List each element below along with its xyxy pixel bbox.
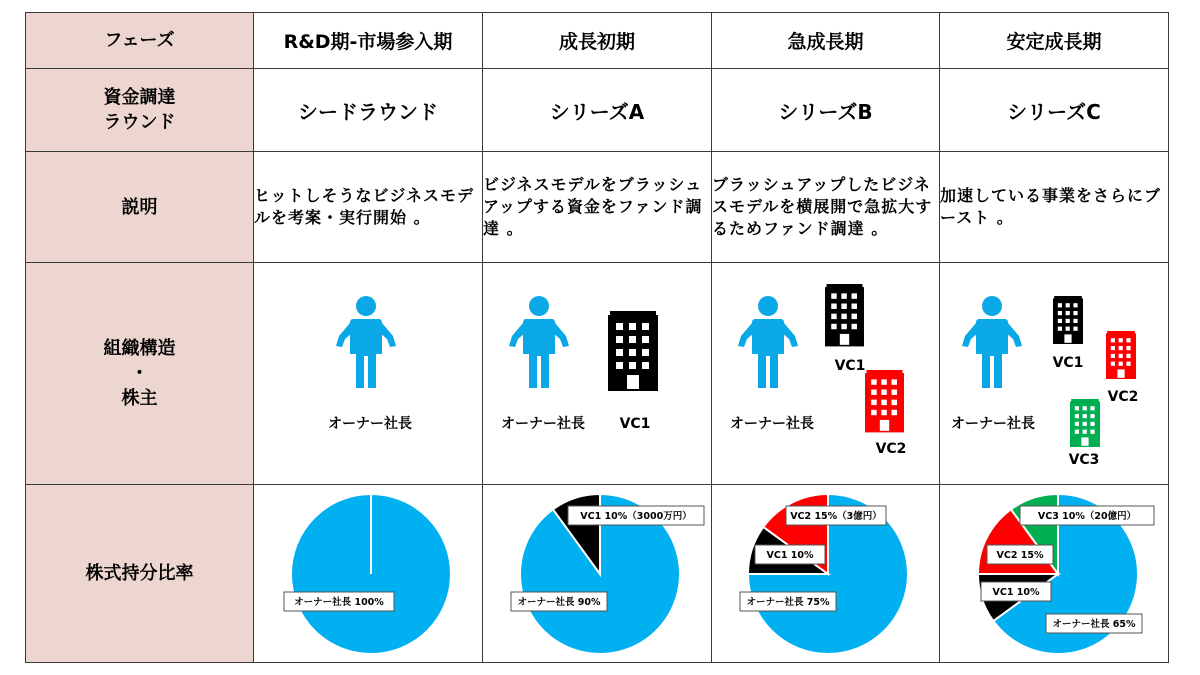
phase-row: [26, 13, 1169, 69]
pie-cell-3: [712, 485, 940, 663]
pie-label-owner: [284, 592, 394, 611]
org-row: [26, 263, 1169, 485]
round-row: [26, 69, 1169, 152]
description-row: [26, 152, 1169, 263]
org-diagram-1: [254, 264, 482, 484]
pie-label-owner: [1046, 614, 1142, 633]
round-1: シードラウンド: [254, 69, 483, 152]
row-header-org: 組織構造 ・ 株主: [26, 263, 254, 485]
svg-text:VC1 10%: VC1 10%: [766, 549, 814, 561]
pie-cell-1: [254, 485, 483, 663]
phase-3: 急成長期: [712, 13, 940, 69]
owner-label: オーナー社長: [328, 415, 412, 432]
svg-text:オーナー社長 75%: オーナー社長 75%: [746, 596, 830, 608]
funding-phase-table: [25, 12, 1169, 663]
pie-label-owner: [511, 592, 607, 611]
org-diagram-2: [483, 264, 712, 484]
pie-label-vc2: [786, 506, 886, 525]
org-cell-4: [940, 263, 1169, 485]
row-header-round: 資金調達 ラウンド: [26, 69, 254, 152]
svg-text:オーナー社長 100%: オーナー社長 100%: [294, 596, 384, 608]
svg-text:オーナー社長 90%: オーナー社長 90%: [517, 596, 601, 608]
svg-text:VC1 10%: VC1 10%: [992, 586, 1040, 598]
row-header-description: 説明: [26, 152, 254, 263]
org-cell-1: [254, 263, 483, 485]
equity-pie-1: [254, 486, 482, 662]
vc2-building-icon: [1106, 331, 1136, 379]
org-diagram-4: [940, 264, 1169, 484]
owner-label: オーナー社長: [730, 415, 814, 432]
pie-cell-2: [483, 485, 712, 663]
pie-label-vc1: [568, 506, 704, 525]
vc1-label: VC1: [834, 357, 866, 374]
vc2-label: VC2: [1107, 388, 1139, 405]
round-4: シリーズC: [940, 69, 1169, 152]
owner-person-icon: [738, 296, 798, 388]
description-3: ブラッシュアップしたビジネスモデルを横展開で急拡大するためファンド調達 。: [712, 152, 940, 263]
svg-text:オーナー社長 65%: オーナー社長 65%: [1052, 618, 1136, 630]
owner-person-icon: [962, 296, 1022, 388]
vc1-building-icon: [825, 284, 864, 346]
svg-text:VC3 10%（20億円）: VC3 10%（20億円）: [1037, 510, 1137, 522]
vc2-label: VC2: [875, 440, 907, 457]
pie-label-vc1: [981, 582, 1051, 601]
owner-label: オーナー社長: [951, 415, 1035, 432]
phase-2: 成長初期: [483, 13, 712, 69]
vc1-label: VC1: [619, 415, 651, 432]
org-cell-3: [712, 263, 940, 485]
vc1-building-icon: [1053, 296, 1083, 344]
owner-person-icon: [336, 296, 396, 388]
org-diagram-3: [712, 264, 940, 484]
equity-pie-2: [483, 486, 712, 662]
svg-text:VC2 15%: VC2 15%: [996, 549, 1044, 561]
row-header-equity: 株式持分比率: [26, 485, 254, 663]
vc3-label: VC3: [1068, 451, 1100, 468]
vc1-building-icon: [608, 311, 658, 391]
owner-label: オーナー社長: [501, 415, 585, 432]
phase-1: R&D期-市場参入期: [254, 13, 483, 69]
description-2: ビジネスモデルをブラッシュアップする資金をファンド調達 。: [483, 152, 712, 263]
owner-person-icon: [509, 296, 569, 388]
pie-label-vc3: [1020, 506, 1154, 525]
phase-4: 安定成長期: [940, 13, 1169, 69]
pie-label-vc1: [755, 545, 825, 564]
round-2: シリーズA: [483, 69, 712, 152]
equity-pie-4: [940, 486, 1169, 662]
pie-label-vc2: [987, 545, 1053, 564]
pie-label-owner: [740, 592, 836, 611]
description-4: 加速している事業をさらにブースト 。: [940, 152, 1169, 263]
row-header-phase: フェーズ: [26, 13, 254, 69]
vc2-building-icon: [865, 370, 904, 432]
pie-cell-4: [940, 485, 1169, 663]
equity-pie-3: [712, 486, 940, 662]
equity-row: [26, 485, 1169, 663]
svg-text:VC2 15%（3億円）: VC2 15%（3億円）: [790, 510, 882, 522]
svg-text:VC1 10%（3000万円）: VC1 10%（3000万円）: [580, 510, 692, 522]
round-3: シリーズB: [712, 69, 940, 152]
org-cell-2: [483, 263, 712, 485]
description-1: ヒットしそうなビジネスモデルを考案・実行開始 。: [254, 152, 483, 263]
vc1-label: VC1: [1052, 354, 1084, 371]
vc3-building-icon: [1070, 399, 1100, 447]
